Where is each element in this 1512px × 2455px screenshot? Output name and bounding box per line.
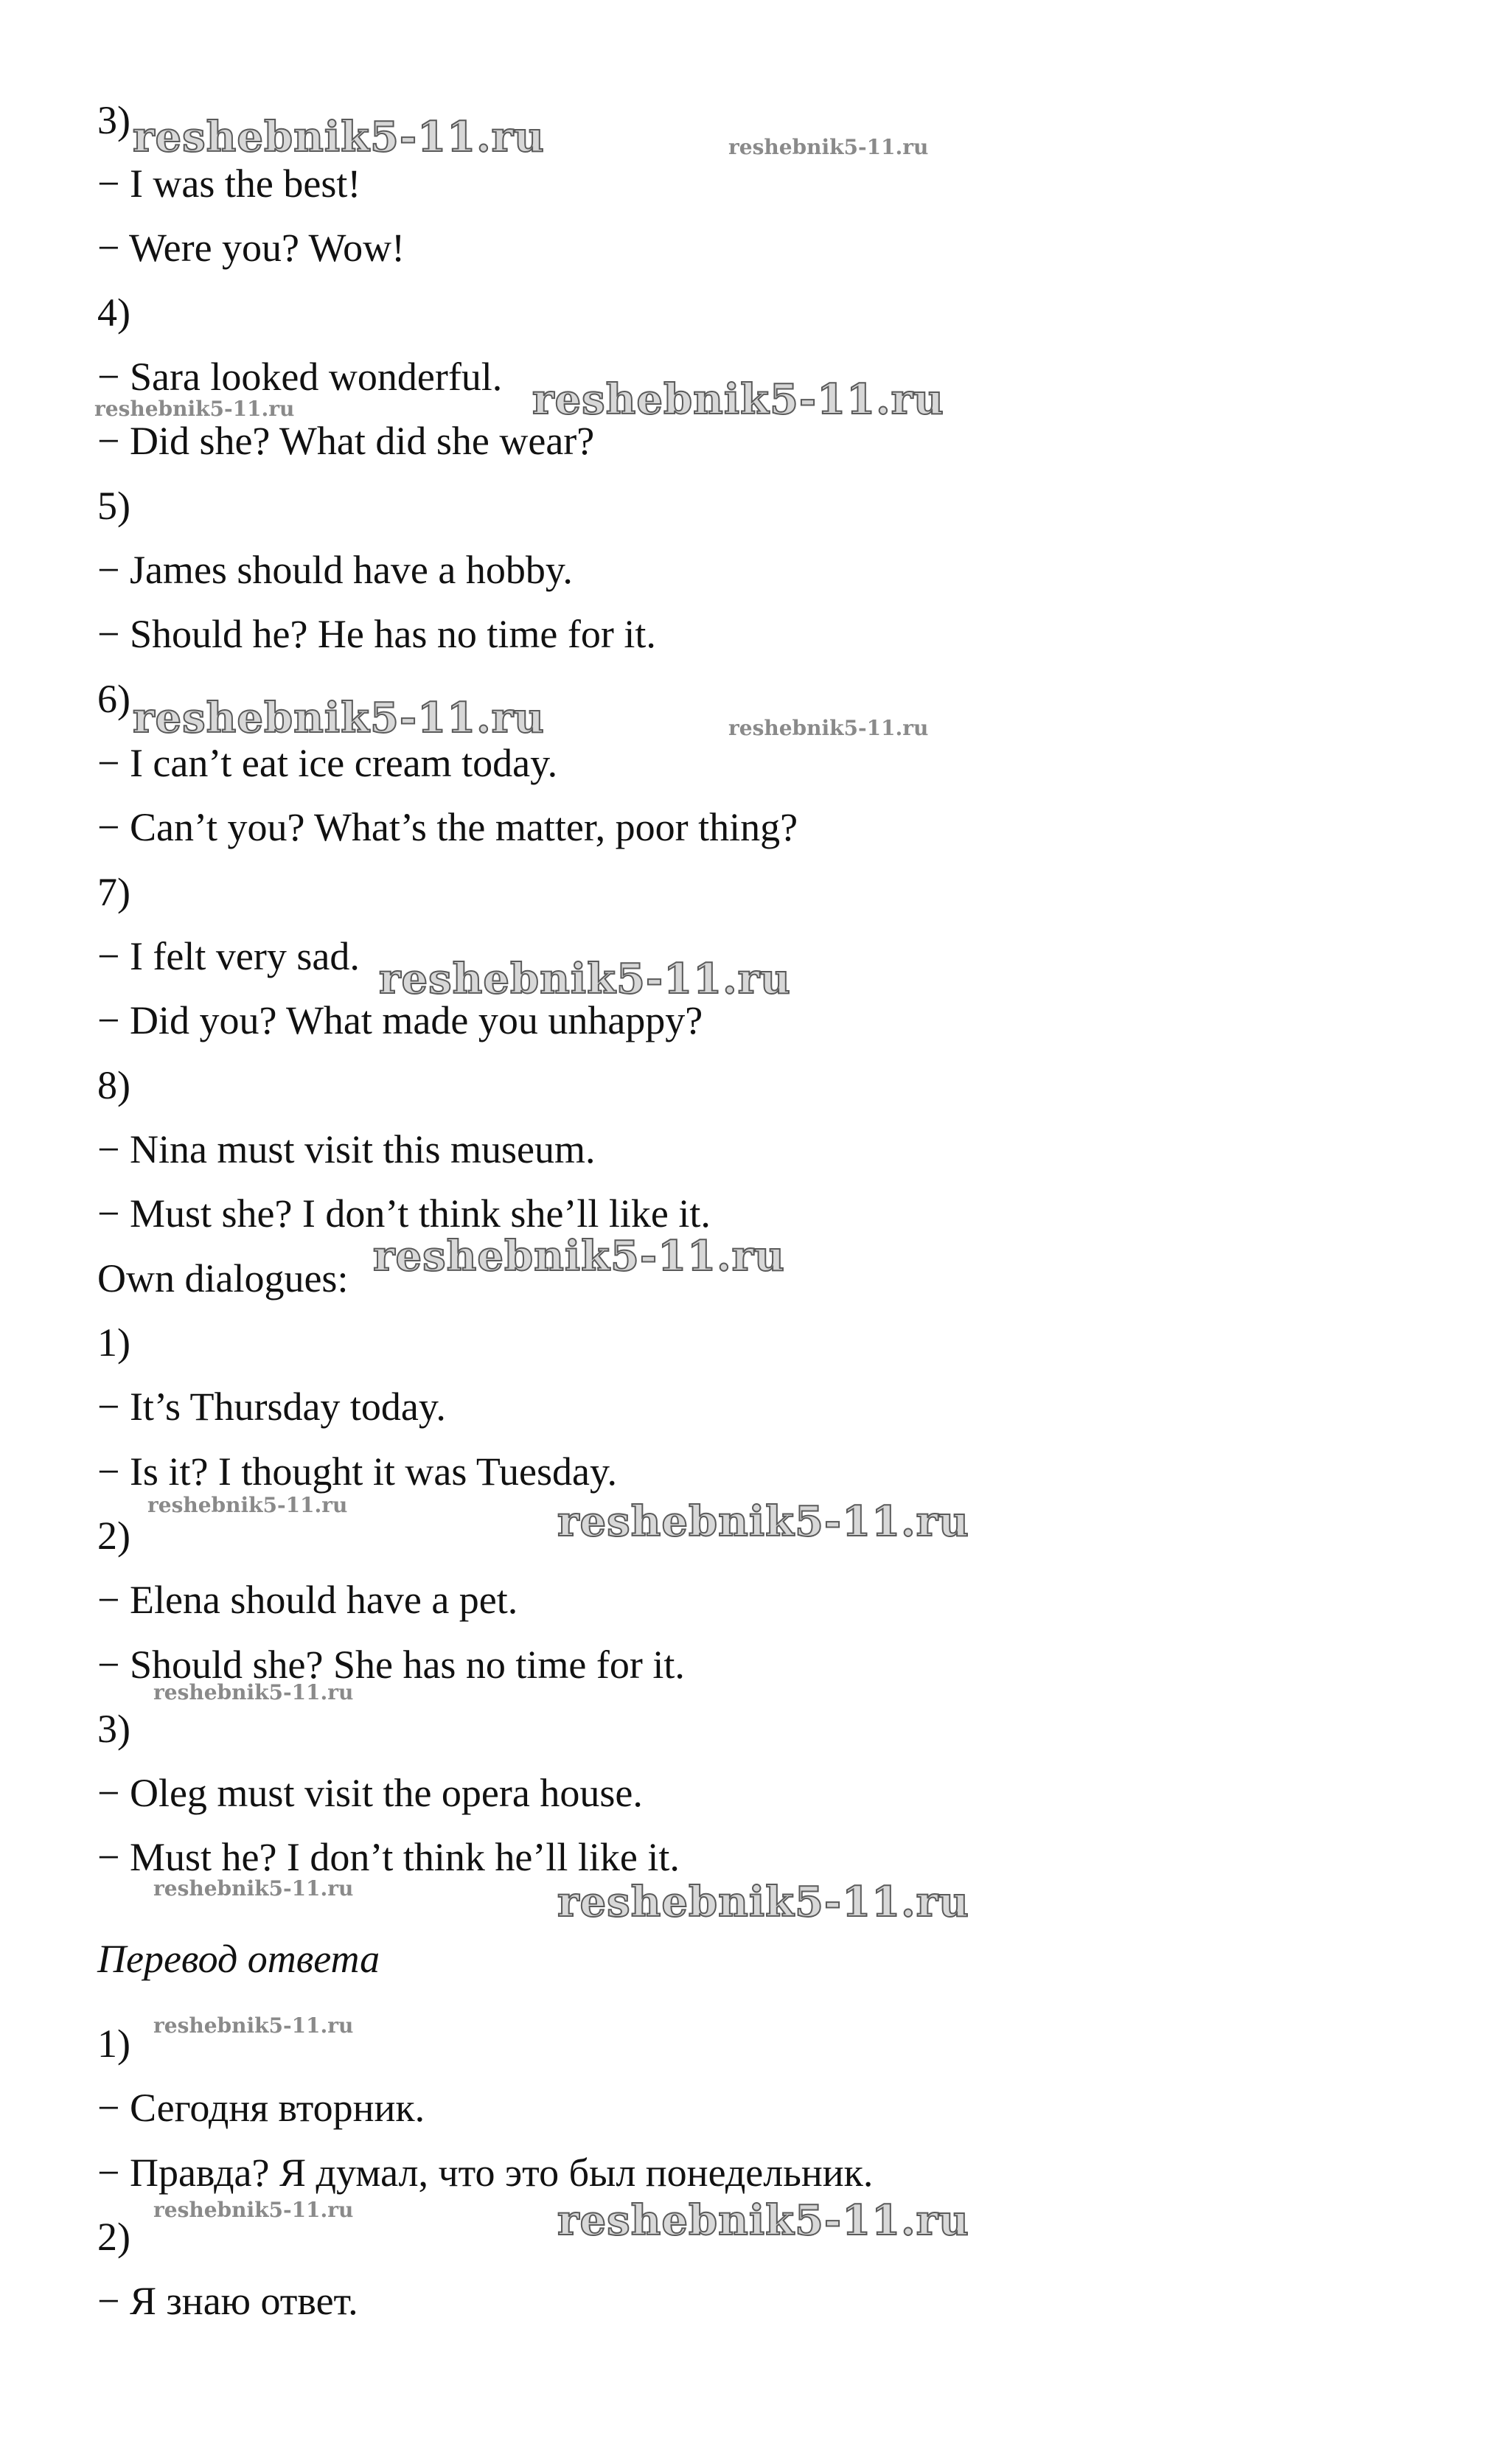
dialogue-line: − Is it? I thought it was Tuesday.: [97, 1449, 617, 1494]
item-number-3: 3): [97, 1707, 130, 1751]
watermark: reshebnik5-11.ru: [94, 397, 295, 421]
dialogue-line: − Правда? Я думал, что это был понедельник.: [97, 2151, 874, 2195]
translation-heading: Перевод ответа: [97, 1937, 380, 1981]
dialogue-line: − Must she? I don’t think she’ll like it.: [97, 1191, 711, 1236]
watermark: reshebnik5-11.ru: [379, 955, 791, 1003]
section-heading: Own dialogues:: [97, 1256, 349, 1300]
watermark: reshebnik5-11.ru: [532, 375, 944, 424]
dialogue-line: − Sara looked wonderful.: [97, 355, 503, 399]
watermark: reshebnik5-11.ru: [557, 1497, 969, 1546]
watermark: reshebnik5-11.ru: [557, 1878, 969, 1926]
item-number-2: 2): [97, 1514, 130, 1558]
dialogue-line: − Elena should have a pet.: [97, 1578, 518, 1622]
item-number-2: 2): [97, 2215, 130, 2259]
item-number-7: 7): [97, 870, 130, 914]
dialogue-line: − Сегодня вторник.: [97, 2086, 425, 2130]
dialogue-line: − Oleg must visit the opera house.: [97, 1771, 643, 1815]
dialogue-line: − Did you? What made you unhappy?: [97, 998, 703, 1042]
dialogue-line: − Must he? I don’t think he’ll like it.: [97, 1835, 680, 1879]
watermark: reshebnik5-11.ru: [147, 1493, 348, 1517]
item-number-1: 1): [97, 1320, 130, 1365]
dialogue-line: − James should have a hobby.: [97, 548, 573, 592]
dialogue-line: − I can’t eat ice cream today.: [97, 741, 558, 785]
watermark: reshebnik5-11.ru: [133, 113, 545, 161]
item-number-5: 5): [97, 484, 130, 528]
watermark: reshebnik5-11.ru: [153, 1876, 354, 1901]
item-number-6: 6): [97, 677, 130, 721]
watermark: reshebnik5-11.ru: [153, 2198, 354, 2222]
dialogue-line: − Nina must visit this museum.: [97, 1127, 596, 1171]
item-number-8: 8): [97, 1063, 130, 1107]
dialogue-line: − I was the best!: [97, 161, 361, 206]
watermark: reshebnik5-11.ru: [728, 135, 929, 159]
watermark: reshebnik5-11.ru: [153, 2013, 354, 2038]
item-number-1: 1): [97, 2022, 130, 2066]
dialogue-line: − Я знаю ответ.: [97, 2279, 358, 2323]
dialogue-line: − Should he? He has no time for it.: [97, 612, 656, 656]
dialogue-line: − I felt very sad.: [97, 934, 360, 978]
watermark: reshebnik5-11.ru: [728, 716, 929, 740]
item-number-4: 4): [97, 290, 130, 335]
dialogue-line: − It’s Thursday today.: [97, 1385, 446, 1429]
watermark: reshebnik5-11.ru: [153, 1680, 354, 1704]
watermark: reshebnik5-11.ru: [133, 694, 545, 742]
watermark: reshebnik5-11.ru: [557, 2196, 969, 2245]
item-number-3: 3): [97, 98, 130, 142]
watermark: reshebnik5-11.ru: [373, 1232, 785, 1281]
dialogue-line: − Can’t you? What’s the matter, poor thing?: [97, 805, 798, 849]
dialogue-line: − Did she? What did she wear?: [97, 419, 595, 463]
dialogue-line: − Were you? Wow!: [97, 226, 405, 270]
dialogue-line: − Should she? She has no time for it.: [97, 1643, 685, 1687]
